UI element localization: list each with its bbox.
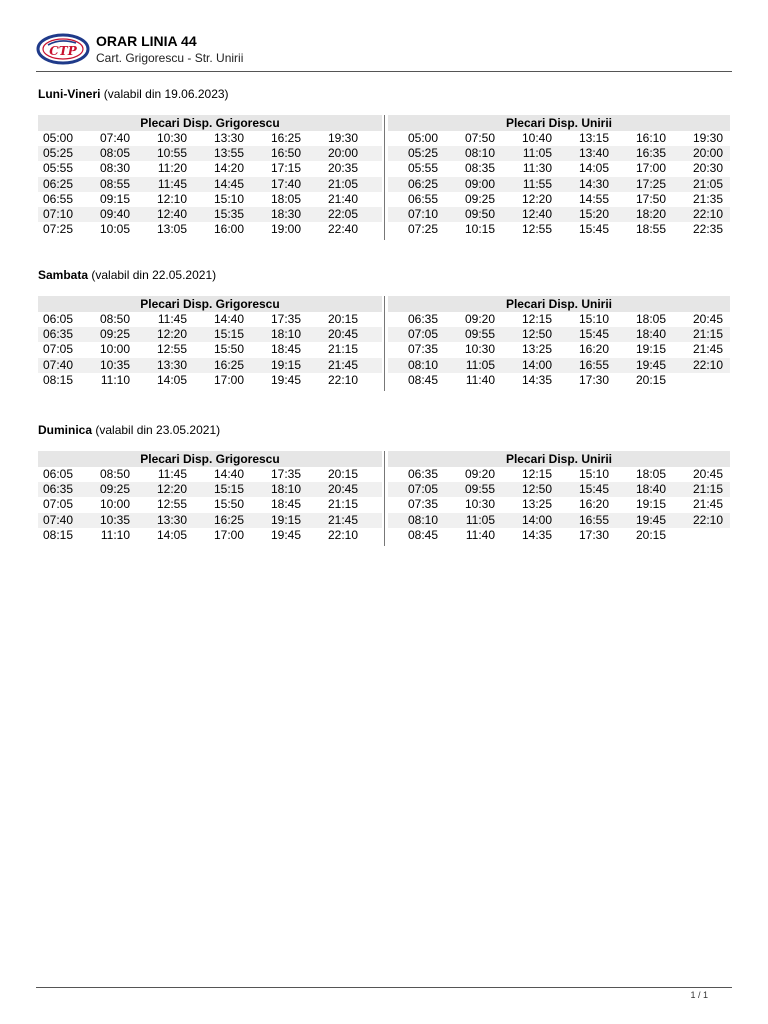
departure-time: 10:15 <box>464 222 495 237</box>
departure-time: 12:15 <box>521 467 552 481</box>
timetable <box>38 451 730 651</box>
departure-time: 15:50 <box>213 342 244 357</box>
departure-time: 18:10 <box>270 482 301 497</box>
departure-time: 10:00 <box>99 342 130 357</box>
departure-time: 13:25 <box>521 497 552 512</box>
departure-time: 09:25 <box>99 327 130 342</box>
departure-time: 11:05 <box>465 357 495 372</box>
section-day: Luni-Vineri <box>38 87 101 101</box>
departure-time: 21:15 <box>692 327 723 342</box>
departure-time: 17:00 <box>213 372 244 387</box>
departure-time: 05:55 <box>42 161 73 176</box>
departure-time: 10:40 <box>521 131 552 145</box>
departure-time: 16:50 <box>270 146 301 161</box>
departure-time: 14:45 <box>213 176 244 191</box>
departure-time: 18:20 <box>635 206 666 221</box>
table-row <box>38 482 382 497</box>
table-row <box>38 177 382 192</box>
departure-time: 22:05 <box>327 206 358 221</box>
departure-time: 19:00 <box>270 222 301 237</box>
departure-time: 15:35 <box>213 206 244 221</box>
departure-time: 09:20 <box>464 467 495 481</box>
departure-time: 21:05 <box>327 176 358 191</box>
footer-divider <box>36 987 732 988</box>
departure-time: 13:25 <box>521 342 552 357</box>
departure-time: 15:15 <box>213 482 244 497</box>
departure-time: 14:05 <box>156 372 187 387</box>
departure-time: 11:40 <box>465 372 495 387</box>
table-row <box>38 358 382 373</box>
departure-time: 20:15 <box>635 372 666 387</box>
departure-time: 08:10 <box>464 146 495 161</box>
departure-time: 22:10 <box>692 206 723 221</box>
departure-time: 08:15 <box>42 527 73 542</box>
table-row <box>388 131 730 146</box>
departure-time: 13:55 <box>213 146 244 161</box>
departure-time: 17:25 <box>635 176 666 191</box>
departure-time: 16:35 <box>635 146 666 161</box>
departure-time: 05:25 <box>407 146 438 161</box>
departure-time: 22:10 <box>692 357 723 372</box>
departure-time: 08:15 <box>42 372 73 387</box>
table-row <box>38 327 382 342</box>
departure-time: 11:40 <box>465 527 495 542</box>
direction-title: Plecari Disp. Grigorescu <box>38 296 382 312</box>
departure-time: 06:05 <box>42 312 73 326</box>
departure-time: 09:55 <box>464 482 495 497</box>
table-row <box>388 222 730 237</box>
departure-time: 19:15 <box>270 357 301 372</box>
departure-time: 17:15 <box>270 161 301 176</box>
departure-time: 11:45 <box>157 176 187 191</box>
section-heading <box>38 268 730 284</box>
departure-time: 21:15 <box>692 482 723 497</box>
departure-time: 07:40 <box>42 357 73 372</box>
departure-time: 20:00 <box>327 146 358 161</box>
departure-time: 12:55 <box>156 497 187 512</box>
departure-time: 16:20 <box>578 342 609 357</box>
departure-time: 18:55 <box>635 222 666 237</box>
departure-time: 12:40 <box>156 206 187 221</box>
departure-time: 14:00 <box>521 512 552 527</box>
table-row <box>388 342 730 357</box>
departure-time: 22:35 <box>692 222 723 237</box>
departure-time: 10:30 <box>464 342 495 357</box>
departure-time: 18:05 <box>270 191 301 206</box>
departure-time: 22:10 <box>692 512 723 527</box>
departure-time: 05:25 <box>42 146 73 161</box>
departure-time: 11:30 <box>522 161 552 176</box>
departure-time: 06:05 <box>42 467 73 481</box>
departure-time: 17:35 <box>270 312 301 326</box>
departure-time: 07:35 <box>407 497 438 512</box>
departure-time: 09:20 <box>464 312 495 326</box>
departure-time: 16:00 <box>213 222 244 237</box>
departure-time: 12:40 <box>521 206 552 221</box>
departure-time: 21:45 <box>327 512 358 527</box>
departure-time: 15:45 <box>578 327 609 342</box>
departure-time: 08:45 <box>407 372 438 387</box>
departure-time: 20:30 <box>692 161 723 176</box>
departure-time: 05:55 <box>407 161 438 176</box>
departure-time: 20:15 <box>327 312 358 326</box>
departure-time: 13:30 <box>156 357 187 372</box>
departure-time: 18:05 <box>635 312 666 326</box>
direction-unirii <box>388 115 730 237</box>
table-row <box>388 497 730 512</box>
departure-time: 09:40 <box>99 206 130 221</box>
departure-time: 15:20 <box>578 206 609 221</box>
departure-time: 11:10 <box>100 372 130 387</box>
section-day: Sambata <box>38 268 89 282</box>
departure-time: 20:15 <box>635 527 666 542</box>
departure-time: 18:30 <box>270 206 301 221</box>
departure-time: 14:05 <box>156 527 187 542</box>
table-row <box>388 161 730 176</box>
departure-time: 22:40 <box>327 222 358 237</box>
departure-time: 08:50 <box>99 467 130 481</box>
departure-time: 09:55 <box>464 327 495 342</box>
departure-time: 13:40 <box>578 146 609 161</box>
direction-title: Plecari Disp. Grigorescu <box>38 115 382 131</box>
direction-title: Plecari Disp. Unirii <box>388 296 730 312</box>
departure-time: 11:10 <box>100 527 130 542</box>
departure-time: 07:05 <box>407 327 438 342</box>
direction-grigorescu <box>38 451 382 543</box>
departure-time: 09:00 <box>464 176 495 191</box>
departure-time: 12:20 <box>156 482 187 497</box>
departure-time: 15:10 <box>213 191 244 206</box>
departure-time: 06:35 <box>42 482 73 497</box>
departure-time: 11:20 <box>157 161 187 176</box>
departure-time: 21:45 <box>692 342 723 357</box>
direction-grigorescu <box>38 296 382 388</box>
departure-time: 22:10 <box>327 372 358 387</box>
departure-time: 20:45 <box>692 312 723 326</box>
departure-time: 20:15 <box>327 467 358 481</box>
departure-time: 13:05 <box>156 222 187 237</box>
departure-time: 12:20 <box>156 327 187 342</box>
departure-time: 11:55 <box>522 176 552 191</box>
departure-time: 09:25 <box>464 191 495 206</box>
departure-time: 14:30 <box>578 176 609 191</box>
departure-time: 07:35 <box>407 342 438 357</box>
departure-time: 15:10 <box>578 467 609 481</box>
table-row <box>38 513 382 528</box>
departure-time: 11:05 <box>465 512 495 527</box>
departure-time: 10:30 <box>464 497 495 512</box>
table-row <box>388 358 730 373</box>
departure-time: 06:35 <box>407 467 438 481</box>
departure-time: 21:15 <box>327 342 358 357</box>
departure-time: 21:40 <box>327 191 358 206</box>
departure-time: 18:40 <box>635 482 666 497</box>
departure-time: 10:55 <box>156 146 187 161</box>
departure-time: 10:35 <box>99 512 130 527</box>
table-row <box>38 146 382 161</box>
departure-time: 08:35 <box>464 161 495 176</box>
departure-time: 21:05 <box>692 176 723 191</box>
departure-time: 16:10 <box>635 131 666 145</box>
departure-time: 05:00 <box>42 131 73 145</box>
departure-time: 08:30 <box>99 161 130 176</box>
departure-time: 15:45 <box>578 482 609 497</box>
departure-time: 19:30 <box>692 131 723 145</box>
table-row <box>38 192 382 207</box>
departure-time: 16:20 <box>578 497 609 512</box>
departure-time: 07:40 <box>42 512 73 527</box>
departure-time: 11:45 <box>157 312 187 326</box>
departure-time: 08:10 <box>407 512 438 527</box>
departure-time: 19:15 <box>270 512 301 527</box>
table-row <box>38 528 382 543</box>
departure-time: 07:25 <box>42 222 73 237</box>
table-row <box>38 222 382 237</box>
departure-time: 15:15 <box>213 327 244 342</box>
departure-time: 06:55 <box>407 191 438 206</box>
departure-time: 07:50 <box>464 131 495 145</box>
departure-time: 17:00 <box>213 527 244 542</box>
departure-time: 21:15 <box>327 497 358 512</box>
departure-time: 21:45 <box>692 497 723 512</box>
departure-time: 15:50 <box>213 497 244 512</box>
departure-time: 10:30 <box>156 131 187 145</box>
departure-time: 22:10 <box>327 527 358 542</box>
departure-time: 14:35 <box>521 372 552 387</box>
table-row <box>388 327 730 342</box>
departure-time: 07:25 <box>407 222 438 237</box>
departure-time: 08:55 <box>99 176 130 191</box>
departure-time: 14:00 <box>521 357 552 372</box>
departure-time: 16:55 <box>578 357 609 372</box>
departure-time: 11:05 <box>522 146 552 161</box>
page-number: 1 / 1 <box>690 990 708 1000</box>
departure-time: 07:05 <box>407 482 438 497</box>
table-row <box>388 482 730 497</box>
departure-time: 20:45 <box>327 327 358 342</box>
departure-time: 07:10 <box>407 206 438 221</box>
departure-time: 20:45 <box>692 467 723 481</box>
departure-time: 14:40 <box>213 312 244 326</box>
direction-title: Plecari Disp. Grigorescu <box>38 451 382 467</box>
departure-time: 13:30 <box>213 131 244 145</box>
departure-time: 09:25 <box>99 482 130 497</box>
departure-time: 18:05 <box>635 467 666 481</box>
departure-time: 05:00 <box>407 131 438 145</box>
departure-time: 18:10 <box>270 327 301 342</box>
departure-time: 12:15 <box>521 312 552 326</box>
table-row <box>388 513 730 528</box>
table-row <box>38 497 382 512</box>
departure-time: 11:45 <box>157 467 187 481</box>
departure-time: 19:30 <box>327 131 358 145</box>
departure-time: 16:25 <box>213 512 244 527</box>
departure-time: 10:05 <box>99 222 130 237</box>
departure-time: 20:35 <box>327 161 358 176</box>
section-validity: (valabil din 19.06.2023) <box>103 87 229 101</box>
departure-time: 17:50 <box>635 191 666 206</box>
table-row <box>38 312 382 327</box>
departure-time: 06:35 <box>407 312 438 326</box>
route-subtitle: Cart. Grigorescu - Str. Unirii <box>96 51 244 65</box>
departure-time: 19:15 <box>635 497 666 512</box>
direction-unirii <box>388 296 730 388</box>
table-row <box>38 207 382 222</box>
departure-time: 09:50 <box>464 206 495 221</box>
section-heading <box>38 423 730 439</box>
ctp-logo <box>36 32 90 66</box>
departure-time: 15:45 <box>578 222 609 237</box>
table-row <box>388 373 730 388</box>
section-day: Duminica <box>38 423 93 437</box>
table-row <box>388 146 730 161</box>
departure-time: 12:20 <box>521 191 552 206</box>
table-row <box>38 342 382 357</box>
direction-title: Plecari Disp. Unirii <box>388 451 730 467</box>
departure-time: 14:35 <box>521 527 552 542</box>
table-row <box>388 312 730 327</box>
departure-time: 13:15 <box>578 131 609 145</box>
page-header <box>36 28 732 72</box>
departure-time: 12:50 <box>521 482 552 497</box>
departure-time: 20:45 <box>327 482 358 497</box>
section-validity: (valabil din 23.05.2021) <box>95 423 221 437</box>
departure-time: 06:55 <box>42 191 73 206</box>
departure-time: 20:00 <box>692 146 723 161</box>
table-row <box>388 467 730 482</box>
departure-time: 19:45 <box>635 357 666 372</box>
departure-time: 17:40 <box>270 176 301 191</box>
direction-unirii <box>388 451 730 543</box>
departure-time: 18:45 <box>270 497 301 512</box>
departure-time: 09:15 <box>99 191 130 206</box>
departure-time: 12:55 <box>521 222 552 237</box>
table-row <box>38 467 382 482</box>
departure-time: 21:35 <box>692 191 723 206</box>
departure-time: 12:50 <box>521 327 552 342</box>
departure-time: 16:55 <box>578 512 609 527</box>
table-row <box>388 192 730 207</box>
section-validity: (valabil din 22.05.2021) <box>91 268 217 282</box>
departure-time: 14:05 <box>578 161 609 176</box>
departure-time: 17:30 <box>578 372 609 387</box>
departure-time: 21:45 <box>327 357 358 372</box>
departure-time: 06:25 <box>42 176 73 191</box>
departure-time: 18:45 <box>270 342 301 357</box>
departure-time: 08:10 <box>407 357 438 372</box>
departure-time: 08:50 <box>99 312 130 326</box>
departure-time: 10:35 <box>99 357 130 372</box>
departure-time: 14:40 <box>213 467 244 481</box>
departure-time: 16:25 <box>270 131 301 145</box>
departure-time: 07:05 <box>42 497 73 512</box>
departure-time: 19:15 <box>635 342 666 357</box>
departure-time: 07:05 <box>42 342 73 357</box>
header-divider <box>36 71 732 72</box>
departure-time: 19:45 <box>635 512 666 527</box>
departure-time: 19:45 <box>270 527 301 542</box>
logo-text: CTP <box>49 44 77 58</box>
departure-time: 17:00 <box>635 161 666 176</box>
departure-time: 08:05 <box>99 146 130 161</box>
departure-time: 06:35 <box>42 327 73 342</box>
departure-time: 16:25 <box>213 357 244 372</box>
departure-time: 07:40 <box>99 131 130 145</box>
departure-time: 10:00 <box>99 497 130 512</box>
departure-time: 12:10 <box>156 191 187 206</box>
table-row <box>388 207 730 222</box>
departure-time: 07:10 <box>42 206 73 221</box>
table-row <box>38 161 382 176</box>
departure-time: 14:55 <box>578 191 609 206</box>
departure-time: 08:45 <box>407 527 438 542</box>
departure-time: 19:45 <box>270 372 301 387</box>
direction-title: Plecari Disp. Unirii <box>388 115 730 131</box>
departure-time: 15:10 <box>578 312 609 326</box>
table-row <box>38 131 382 146</box>
direction-grigorescu <box>38 115 382 237</box>
departure-time: 17:35 <box>270 467 301 481</box>
departure-time: 14:20 <box>213 161 244 176</box>
departure-time: 06:25 <box>407 176 438 191</box>
departure-time: 12:55 <box>156 342 187 357</box>
section-heading <box>38 87 730 103</box>
section-duminica <box>38 423 730 651</box>
departure-time: 17:30 <box>578 527 609 542</box>
page-title: ORAR LINIA 44 <box>96 33 197 49</box>
departure-time: 13:30 <box>156 512 187 527</box>
table-row <box>388 528 730 543</box>
table-row <box>388 177 730 192</box>
departure-time: 18:40 <box>635 327 666 342</box>
table-row <box>38 373 382 388</box>
